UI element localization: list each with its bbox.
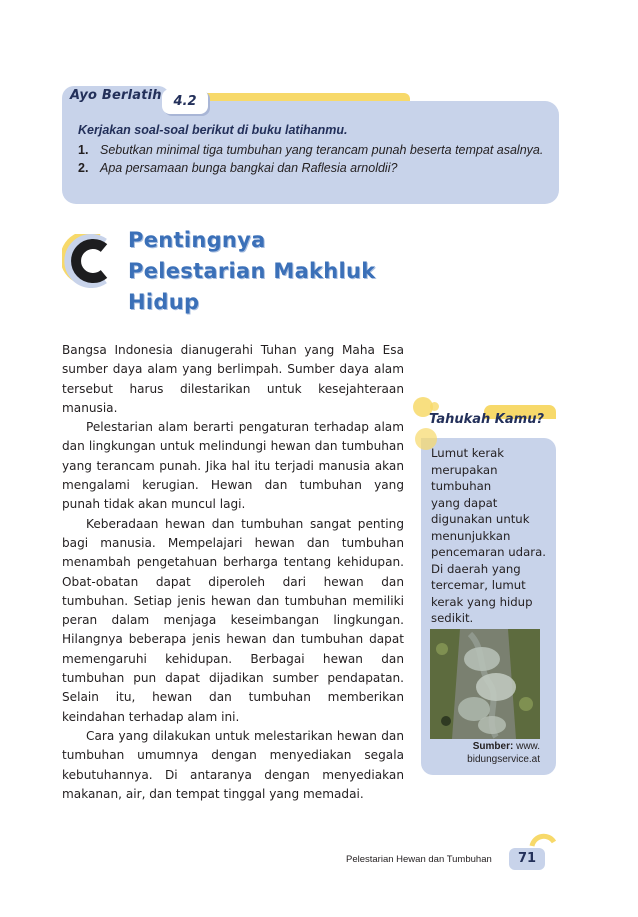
exercise-question <box>78 142 548 158</box>
body-text <box>62 341 404 804</box>
exercise-tab-label: Ayo Berlatih <box>70 88 162 103</box>
decorative-bubble-icon <box>430 402 439 411</box>
question-number: 2. <box>78 161 89 175</box>
body-paragraph: Pelestarian alam berarti pengaturan terhadap alam dan lingkungan untuk melindungi hewan dan tumbuhan yang terancam punah. Jika hal itu terjadi manusia akan mengalami kerugian. Hewan dan tumbuhan yang punah tidak akan muncul lagi. <box>62 420 404 512</box>
body-paragraph: Keberadaan hewan dan tumbuhan sangat penting bagi manusia. Mempelajari hewan dan tumbuhan menambah pengetahuan berharga tentang kehidupan. Obat-obatan dapat diperoleh dari hewan dan tumbuhan. Setiap jenis hewan dan tumbuhan memiliki peran dalam menjaga keseimbangan lingkungan. Hilangnya beberapa jenis hewan dan tumbuhan dapat memengaruhi kehidupan. Berbagai hewan dan tumbuhan pun dapat dijadikan sumber pendapatan. Selain itu, hewan dan tumbuhan memberikan keindahan terhadap alam ini. <box>62 516 404 724</box>
exercise-question <box>78 160 548 176</box>
exercise-instruction: Kerjakan soal-soal berikut di buku latihanmu. <box>78 123 348 137</box>
question-text: Apa persamaan bunga bangkai dan Raflesia arnoldii? <box>100 161 398 175</box>
section-letter-icon <box>62 234 118 288</box>
body-paragraph: Bangsa Indonesia dianugerahi Tuhan yang Maha Esa sumber daya alam yang berlimpah. Sumber daya alam tersebut harus dilestarikan untuk kesejahteraan manusia. <box>62 343 404 415</box>
source-label: Sumber: <box>472 741 514 752</box>
body-paragraph: Cara yang dilakukan untuk melestarikan hewan dan tumbuhan umumnya dengan menyediakan segala kebutuhannya. Di antaranya dengan menyediakan makanan, air, dan tempat tinggal yang memadai. <box>62 728 404 801</box>
section-title-line-3: Hidup <box>128 290 200 314</box>
question-text: Sebutkan minimal tiga tumbuhan yang terancam punah beserta tempat asalnya. <box>100 143 544 157</box>
section-title-line-2: Pelestarian Makhluk <box>128 259 376 283</box>
question-number: 1. <box>78 143 89 157</box>
exercise-question-list <box>78 142 548 178</box>
source-value: www. <box>516 741 540 752</box>
section-title-line-1: Pentingnya <box>128 228 266 252</box>
sidebar-photo-source <box>440 740 540 766</box>
source-value-cont: bidungservice.at <box>467 754 540 765</box>
sidebar-title: Tahukah Kamu? <box>429 412 544 427</box>
lichen-photo <box>430 629 540 739</box>
page-number: 71 <box>509 848 545 870</box>
sidebar-text: Lumut kerak merupakan tumbuhan yang dapat digunakan untuk menunjukkan pencemaran udara. Di daerah yang tercemar, lumut kerak yang hidup sedikit. <box>431 446 546 625</box>
footer-chapter-title: Pelestarian Hewan dan Tumbuhan <box>346 854 492 865</box>
exercise-number-badge: 4.2 <box>162 89 208 114</box>
